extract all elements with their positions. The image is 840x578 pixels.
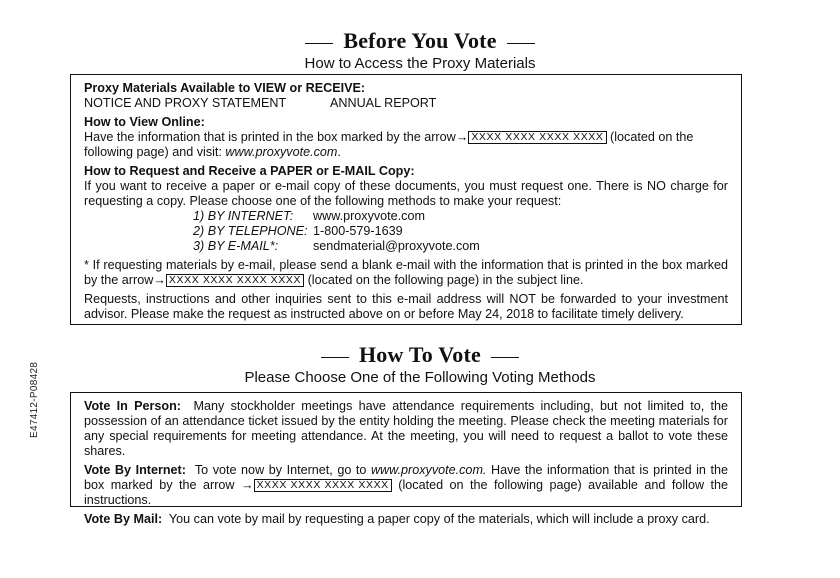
period: . — [337, 145, 341, 159]
mail-label: Vote By Mail: — [84, 512, 163, 526]
method-label: 1) BY INTERNET: — [193, 209, 294, 223]
method-email — [193, 239, 728, 254]
arrow-icon: → — [455, 130, 469, 144]
internet-pre: To vote now by Internet, go to — [194, 463, 371, 477]
right-rule — [491, 357, 519, 358]
email-note — [84, 258, 728, 288]
method-value[interactable]: 1-800-579-1639 — [313, 224, 403, 238]
view-text-pre: Have the information that is printed in the box marked by the arrow — [84, 130, 456, 144]
in-person-text: Many stockholder meetings have attendance requirements including, but not limited to, the possession of an attendance ticket issued by the entity holding the meeting. Please check the meeting materials for any special requirements for meeting attendance. At the meeting, you will need to request a ballot to vote these shares. — [84, 399, 729, 458]
access-materials-box — [70, 74, 742, 325]
doc-notice: NOTICE AND PROXY STATEMENT — [84, 96, 287, 110]
internet-mid: Have the information that is printed in the box marked by the arrow — [84, 463, 728, 492]
in-person-label: Vote In Person: — [84, 399, 181, 413]
control-number-box: XXXX XXXX XXXX XXXX — [468, 131, 606, 144]
view-online-text — [84, 130, 728, 160]
arrow-icon: → — [240, 478, 254, 492]
requests-note: Requests, instructions and other inquiries sent to this e-mail address will NOT be forwarded to your investment advisor. Please make the request as instructed above on or before May 24, 2018 to facilitate timely delivery. — [84, 292, 728, 321]
internet-label: Vote By Internet: — [84, 463, 186, 477]
right-rule — [507, 43, 535, 44]
documents-row — [84, 96, 728, 111]
before-subtitle: How to Access the Proxy Materials — [304, 55, 536, 72]
method-telephone — [193, 224, 728, 239]
vote-by-mail — [84, 512, 728, 527]
materials-heading: Proxy Materials Available to VIEW or RECEIVE: — [84, 81, 366, 95]
proxyvote-link[interactable]: www.proxyvote.com. — [370, 463, 487, 477]
left-rule — [305, 43, 333, 44]
before-title: Before You Vote — [343, 28, 497, 53]
request-methods — [193, 209, 728, 254]
method-value[interactable]: www.proxyvote.com — [313, 209, 425, 223]
view-text-post: (located on the — [610, 130, 694, 144]
vote-in-person — [84, 399, 728, 459]
email-note-pre: * If requesting materials by e-mail, please send a blank e-mail with the information that is printed in the box marked by the arrow — [84, 258, 728, 287]
voting-methods-box — [70, 392, 742, 526]
request-text: If you want to receive a paper or e-mail copy of these documents, you must request one. There is NO charge for requesting a copy. Please choose one of the following methods to make your request: — [84, 179, 728, 208]
view-line2-pre: following page) and visit: — [84, 145, 226, 159]
vote-by-internet — [84, 463, 728, 508]
proxyvote-link[interactable]: www.proxyvote.com — [225, 145, 338, 159]
doc-annual-report: ANNUAL REPORT — [330, 96, 437, 110]
method-label: 2) BY TELEPHONE: — [193, 224, 308, 238]
method-label: 3) BY E-MAIL*: — [193, 239, 279, 253]
mail-text: You can vote by mail by requesting a paper copy of the materials, which will include a proxy card. — [168, 512, 710, 526]
how-to-vote-header — [0, 342, 840, 386]
request-heading: How to Request and Receive a PAPER or E-MAIL Copy: — [84, 164, 415, 178]
method-value[interactable]: sendmaterial@proxyvote.com — [313, 239, 480, 253]
control-number-box: XXXX XXXX XXXX XXXX — [254, 479, 392, 492]
arrow-icon: → — [153, 273, 166, 287]
email-note-post: (located on the following page) in the subject line. — [307, 273, 584, 287]
method-internet — [193, 209, 728, 224]
left-rule — [321, 357, 349, 358]
side-code: E47412-P08428 — [29, 361, 40, 438]
control-number-box: XXXX XXXX XXXX XXXX — [166, 274, 304, 287]
howto-title: How To Vote — [358, 342, 482, 367]
view-online-heading: How to View Online: — [84, 115, 205, 129]
before-you-vote-header — [0, 28, 840, 72]
howto-subtitle: Please Choose One of the Following Voting Methods — [244, 369, 596, 386]
internet-post: (located on the following page) available and follow the instructions. — [84, 478, 729, 507]
